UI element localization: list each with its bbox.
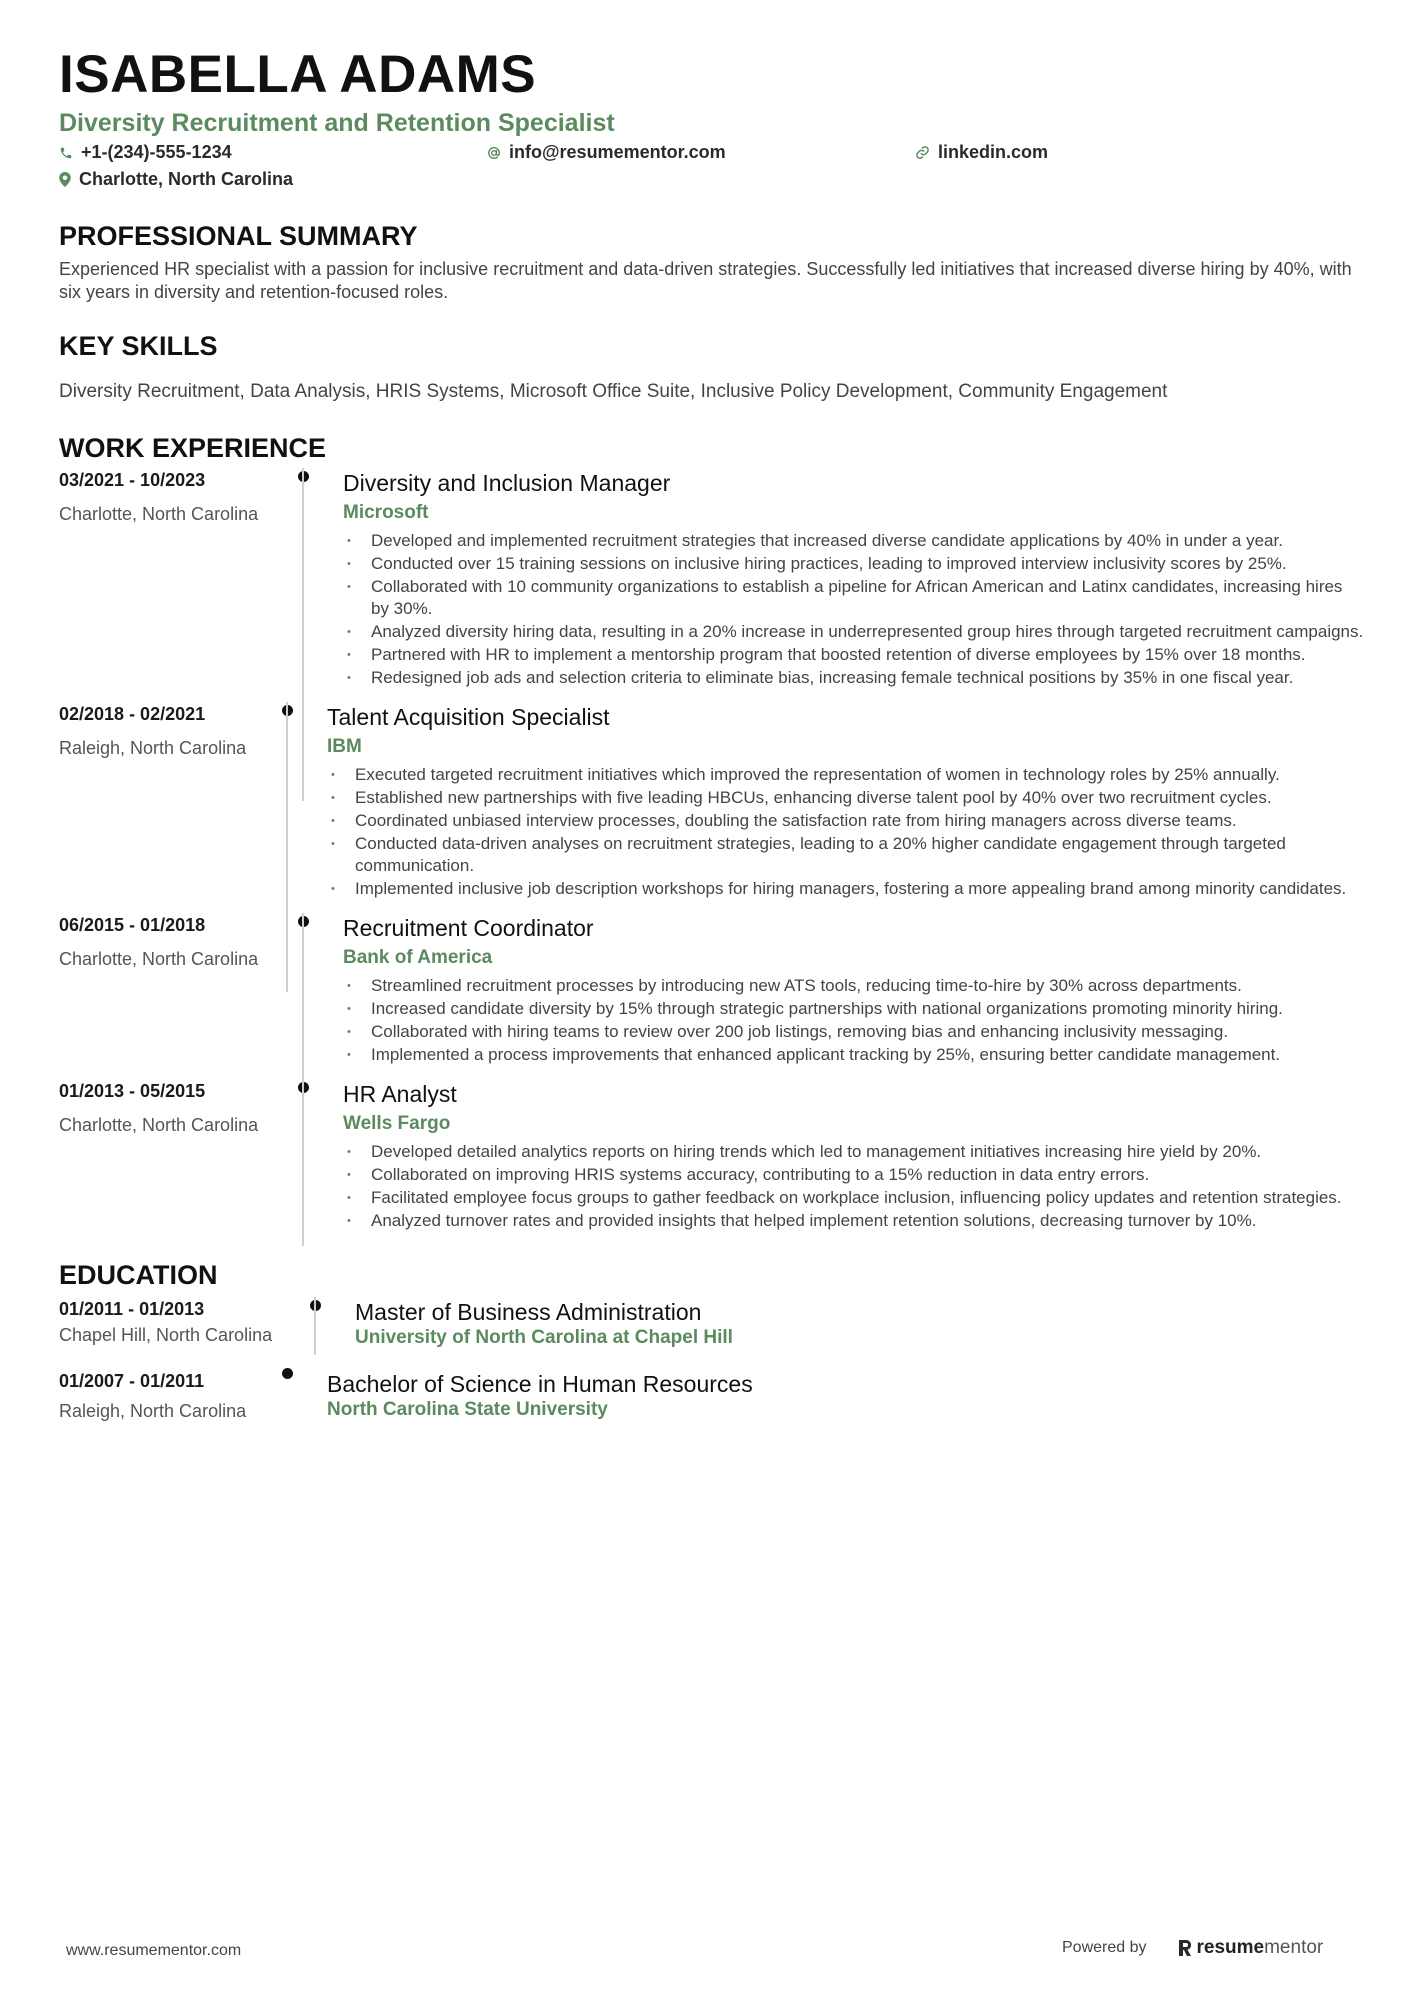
job-details	[343, 468, 1364, 690]
powered-by-label: Powered by	[1062, 1939, 1147, 1956]
timeline	[303, 468, 343, 690]
education-section	[59, 1259, 1364, 1423]
brand-name-light: mentor	[1264, 1937, 1324, 1958]
timeline-line	[314, 1297, 316, 1355]
job-company: Microsoft	[343, 502, 429, 523]
education-degree: Bachelor of Science in Human Resources	[327, 1371, 753, 1397]
bullet-item: • Increased candidate diversity by 15% through strategic partnerships with national organizations promoting minority hiring.	[343, 998, 1364, 1020]
email-contact[interactable]	[487, 140, 915, 165]
skills-heading: KEY SKILLS	[59, 331, 218, 361]
contact-row	[59, 140, 1364, 165]
job-location: Raleigh, North Carolina	[59, 738, 247, 758]
job-location: Charlotte, North Carolina	[59, 949, 259, 969]
candidate-title: Diversity Recruitment and Retention Specialist	[59, 109, 615, 137]
bullet-item: • Conducted over 15 training sessions on inclusive hiring practices, leading to improved interview inclusivity scores by 25%.	[343, 553, 1364, 575]
link-icon	[915, 145, 930, 160]
bullet-item: • Collaborated with 10 community organizations to establish a pipeline for African American and Latinx candidates, increasing hires by 30%.	[343, 576, 1364, 620]
resumementor-logo-icon	[1177, 1938, 1193, 1958]
skills-text: Diversity Recruitment, Data Analysis, HRIS Systems, Microsoft Office Suite, Inclusive Policy Development, Community Engagement	[59, 381, 1168, 402]
bullet-item: • Analyzed turnover rates and provided insights that helped implement retention solutions, decreasing turnover by 10%.	[343, 1210, 1364, 1232]
education-meta	[59, 1297, 315, 1351]
job-details	[327, 702, 1364, 901]
skills-section	[59, 330, 1364, 404]
job-details	[343, 913, 1364, 1067]
education-meta	[59, 1369, 287, 1423]
bullet-item: • Collaborated with hiring teams to review over 200 job listings, removing bias and enhancing inclusivity messaging.	[343, 1021, 1364, 1043]
summary-heading: PROFESSIONAL SUMMARY	[59, 221, 418, 251]
timeline-dot	[282, 1368, 293, 1379]
job-entry	[59, 702, 1364, 901]
job-bullets	[343, 975, 1364, 1066]
summary-text: Experienced HR specialist with a passion for inclusive recruitment and data-driven strategies. Successfully led initiatives that increased diverse hiring by 40%, with six years in diversity and retention-focused roles.	[59, 259, 1352, 302]
brand-logo[interactable]	[1177, 1937, 1324, 1959]
resume-page	[59, 40, 1364, 1423]
job-dates: 03/2021 - 10/2023	[59, 470, 206, 490]
education-school: University of North Carolina at Chapel Hill	[355, 1327, 733, 1348]
job-dates: 01/2013 - 05/2015	[59, 1081, 206, 1101]
timeline-line	[302, 1079, 304, 1246]
timeline	[315, 1297, 355, 1351]
bullet-item: • Redesigned job ads and selection criteria to eliminate bias, increasing female technical positions by 35% in one fiscal year.	[343, 667, 1364, 689]
job-meta	[59, 468, 303, 690]
education-school: North Carolina State University	[327, 1399, 608, 1420]
education-location: Raleigh, North Carolina	[59, 1401, 247, 1421]
bullet-item: • Implemented a process improvements that enhanced applicant tracking by 25%, ensuring better candidate management.	[343, 1044, 1364, 1066]
timeline	[303, 1079, 343, 1233]
bullet-item: • Collaborated on improving HRIS systems accuracy, contributing to a 15% reduction in data entry errors.	[343, 1164, 1364, 1186]
job-bullets	[343, 1141, 1364, 1232]
bullet-item: • Implemented inclusive job description workshops for hiring managers, fostering a more appealing brand among minority candidates.	[327, 878, 1364, 900]
bullet-item: • Analyzed diversity hiring data, resulting in a 20% increase in underrepresented group hires through targeted recruitment campaigns.	[343, 621, 1364, 643]
phone-contact	[59, 140, 487, 165]
bullet-item: • Conducted data-driven analyses on recruitment strategies, leading to a 20% higher candidate engagement through targeted communication.	[327, 833, 1364, 877]
summary-section	[59, 220, 1364, 304]
job-company: IBM	[327, 736, 362, 757]
job-bullets	[327, 764, 1364, 900]
phone-number: +1-(234)-555-1234	[81, 142, 232, 162]
education-details	[355, 1297, 1364, 1351]
bullet-item: • Executed targeted recruitment initiatives which improved the representation of women in technology roles by 25% annually.	[327, 764, 1364, 786]
job-role: Recruitment Coordinator	[343, 915, 594, 941]
email-address[interactable]: info@resumementor.com	[509, 142, 726, 162]
brand-name-bold: resume	[1196, 1937, 1265, 1958]
job-role: Talent Acquisition Specialist	[327, 704, 610, 730]
map-pin-icon	[59, 172, 71, 187]
education-degree: Master of Business Administration	[355, 1299, 702, 1325]
location-text: Charlotte, North Carolina	[79, 169, 294, 189]
experience-section	[59, 432, 1364, 1233]
job-meta	[59, 1079, 303, 1233]
education-entry	[59, 1369, 1364, 1423]
education-dates: 01/2011 - 01/2013	[59, 1299, 205, 1319]
experience-heading: WORK EXPERIENCE	[59, 433, 327, 463]
job-meta	[59, 913, 303, 1067]
job-entry	[59, 1079, 1364, 1233]
job-company: Bank of America	[343, 947, 493, 968]
bullet-item: • Coordinated unbiased interview processes, doubling the satisfaction rate from hiring managers across diverse teams.	[327, 810, 1364, 832]
timeline	[303, 913, 343, 1067]
timeline	[287, 1369, 327, 1423]
education-details	[327, 1369, 1364, 1423]
job-entry	[59, 913, 1364, 1067]
job-dates: 02/2018 - 02/2021	[59, 704, 206, 724]
job-role: HR Analyst	[343, 1081, 457, 1107]
website-link[interactable]: linkedin.com	[938, 142, 1049, 162]
location-contact	[59, 167, 293, 192]
bullet-item: • Partnered with HR to implement a mentorship program that boosted retention of diverse employees by 15% over 18 months.	[343, 644, 1364, 666]
job-location: Charlotte, North Carolina	[59, 504, 259, 524]
education-heading: EDUCATION	[59, 1260, 218, 1290]
bullet-item: • Established new partnerships with five leading HBCUs, enhancing diverse talent pool by 40% over two recruitment cycles.	[327, 787, 1364, 809]
location-row	[59, 167, 1364, 192]
bullet-item: • Developed and implemented recruitment strategies that increased diverse candidate applications by 40% in under a year.	[343, 530, 1364, 552]
job-company: Wells Fargo	[343, 1113, 451, 1134]
footer-website[interactable]: www.resumementor.com	[66, 1942, 242, 1959]
education-dates: 01/2007 - 01/2011	[59, 1371, 205, 1391]
job-role: Diversity and Inclusion Manager	[343, 470, 671, 496]
job-details	[343, 1079, 1364, 1233]
job-entry	[59, 468, 1364, 690]
candidate-name: ISABELLA ADAMS	[59, 45, 537, 104]
education-entry	[59, 1297, 1364, 1351]
education-location: Chapel Hill, North Carolina	[59, 1325, 273, 1345]
bullet-item: • Facilitated employee focus groups to gather feedback on workplace inclusion, influencing policy updates and retention strategies.	[343, 1187, 1364, 1209]
website-contact[interactable]	[915, 140, 1048, 165]
footer-branding	[1062, 1937, 1323, 1959]
phone-icon	[59, 146, 73, 160]
job-dates: 06/2015 - 01/2018	[59, 915, 206, 935]
job-bullets	[343, 530, 1364, 689]
at-sign-icon	[487, 146, 501, 160]
timeline	[287, 702, 327, 901]
bullet-item: • Streamlined recruitment processes by introducing new ATS tools, reducing time-to-hire by 30% across departments.	[343, 975, 1364, 997]
job-location: Charlotte, North Carolina	[59, 1115, 259, 1135]
job-meta	[59, 702, 287, 901]
bullet-item: • Developed detailed analytics reports on hiring trends which led to management initiatives increasing hire yield by 20%.	[343, 1141, 1364, 1163]
